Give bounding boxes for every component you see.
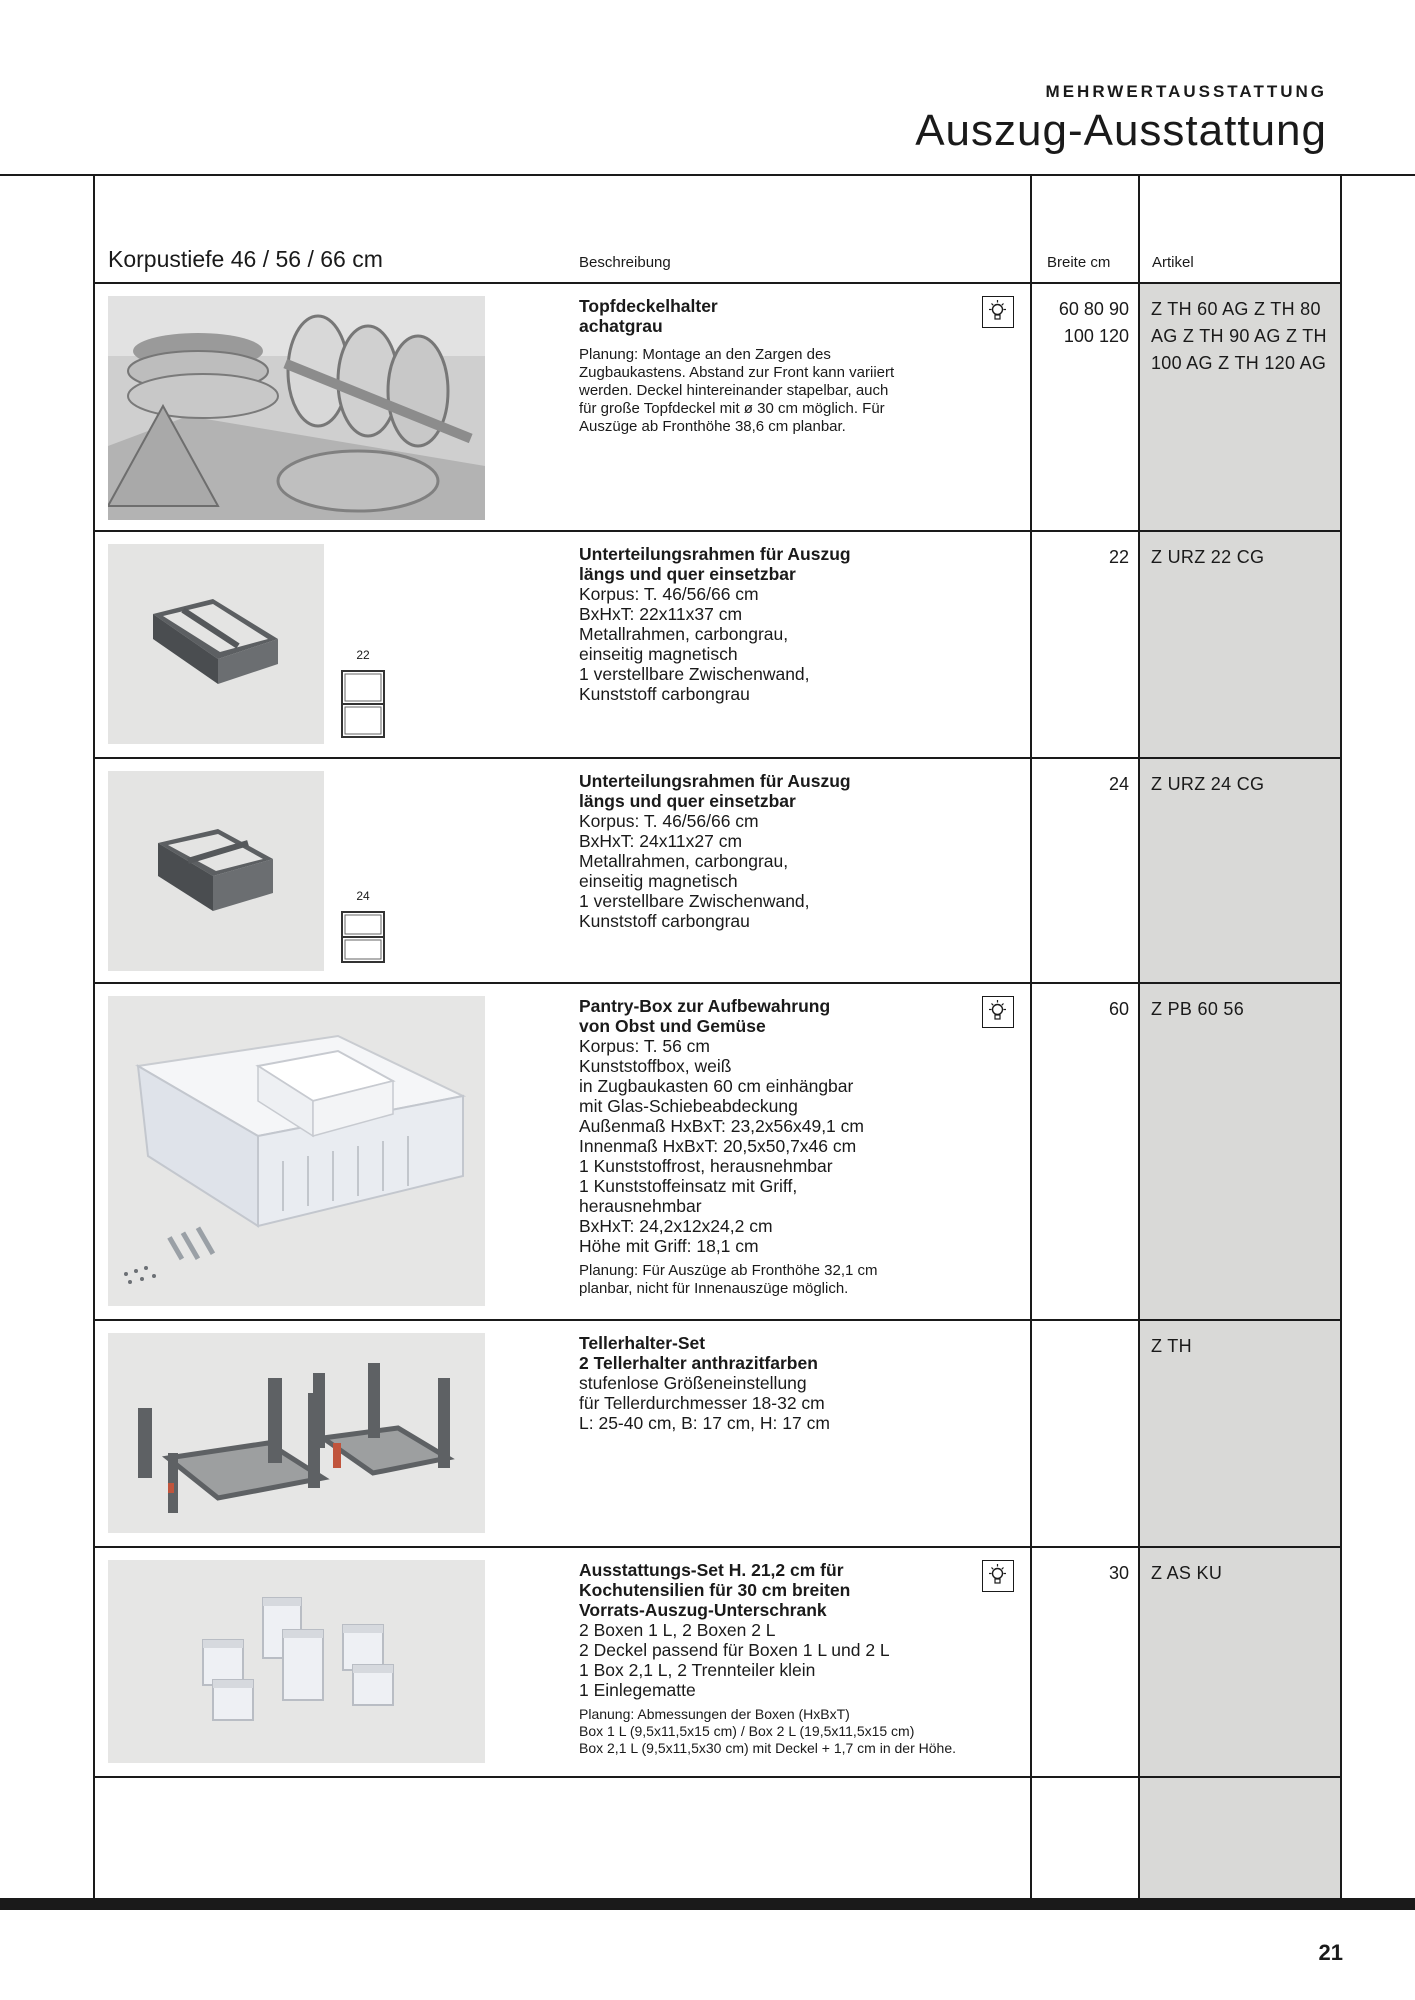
spec-line: BxHxT: 22x11x37 cm <box>579 604 743 624</box>
product-name: Unterteilungsrahmen für Auszug <box>579 771 851 791</box>
product-description <box>579 296 1039 436</box>
width-values <box>1039 544 1129 571</box>
article-number: Z TH 60 AG <box>1151 299 1249 319</box>
product-description <box>579 544 1039 704</box>
planning-note: Planung: Montage an den Zargen des <box>579 346 831 363</box>
sketch-label: 24 <box>356 889 370 903</box>
product-name: Tellerhalter-Set <box>579 1333 706 1353</box>
spec-line: einseitig magnetisch <box>579 644 738 664</box>
spec-line: Innenmaß HxBxT: 20,5x50,7x46 cm <box>579 1136 857 1156</box>
table-row <box>93 984 1342 1319</box>
product-name: achatgrau <box>579 316 663 336</box>
product-table <box>93 174 1342 1899</box>
page-number: 21 <box>1318 1940 1343 1965</box>
table-row <box>93 284 1342 530</box>
spec-line: Kunststoffbox, weiß <box>579 1056 732 1076</box>
spec-line: 2 Boxen 1 L, 2 Boxen 2 L <box>579 1620 776 1640</box>
sketch-label: 22 <box>356 648 370 662</box>
article-number: Z TH 120 AG <box>1218 353 1327 373</box>
width-value: 120 <box>1098 326 1129 346</box>
product-photo-divider-frame-24 <box>108 771 324 971</box>
planning-note: Planung: Für Auszüge ab Fronthöhe 32,1 cm <box>579 1262 878 1279</box>
article-number: Z TH <box>1151 1336 1192 1356</box>
spec-line: Korpus: T. 56 cm <box>579 1036 710 1056</box>
product-photo-accessory-set <box>108 1560 485 1763</box>
spec-line: Kunststoff carbongrau <box>579 684 750 704</box>
article-numbers <box>1151 1560 1222 1587</box>
planning-note: Zugbaukastens. Abstand zur Front kann variiert <box>579 364 895 381</box>
width-value: 30 <box>1108 1563 1129 1583</box>
planning-note: planbar, nicht für Innenauszüge möglich. <box>579 1280 849 1297</box>
planning-note: Box 2,1 L (9,5x11,5x30 cm) mit Deckel + 1,7 cm in der Höhe. <box>579 1740 957 1756</box>
article-number: Z AS KU <box>1151 1563 1223 1583</box>
table-row <box>93 1548 1342 1776</box>
spec-line: 1 verstellbare Zwischenwand, <box>579 891 810 911</box>
product-name: Pantry-Box zur Aufbewahrung <box>579 996 831 1016</box>
product-description <box>579 1560 1039 1757</box>
spec-line: 1 Kunststoffrost, herausnehmbar <box>579 1156 833 1176</box>
width-values <box>1039 296 1129 350</box>
article-header: Artikel <box>1152 254 1194 271</box>
spec-line: BxHxT: 24x11x27 cm <box>579 831 743 851</box>
page-title: Auszug-Ausstattung <box>915 106 1327 155</box>
footer-bar <box>0 1898 1415 1910</box>
product-description <box>579 996 1039 1298</box>
spec-line: 1 verstellbare Zwischenwand, <box>579 664 810 684</box>
dimension-sketch <box>341 889 385 968</box>
product-name: längs und quer einsetzbar <box>579 791 796 811</box>
product-photo-pantry-box <box>108 996 485 1306</box>
width-values <box>1039 1560 1129 1587</box>
spec-line: 1 Einlegematte <box>579 1680 696 1700</box>
article-number: Z TH 100 AG <box>1151 326 1327 373</box>
width-values <box>1039 996 1129 1023</box>
product-description <box>579 1333 1039 1433</box>
dimension-sketch <box>341 648 385 743</box>
product-name: Kochutensilien für 30 cm breiten <box>579 1580 851 1600</box>
width-value: 90 <box>1108 299 1129 319</box>
table-row <box>93 759 1342 982</box>
width-value: 60 <box>1058 299 1079 319</box>
spec-line: 2 Deckel passend für Boxen 1 L und 2 L <box>579 1640 890 1660</box>
spec-line: mit Glas-Schiebeabdeckung <box>579 1096 798 1116</box>
product-photo-lid-holder <box>108 296 485 520</box>
product-photo-plate-holder <box>108 1333 485 1533</box>
planning-note: für große Topfdeckel mit ø 30 cm möglich. Für <box>579 400 885 417</box>
spec-line: einseitig magnetisch <box>579 871 738 891</box>
product-name: von Obst und Gemüse <box>579 1016 766 1036</box>
spec-line: 1 Kunststoffeinsatz mit Griff, <box>579 1176 798 1196</box>
row-divider <box>93 1776 1342 1778</box>
width-values <box>1039 771 1129 798</box>
table-row <box>93 532 1342 757</box>
article-number: Z URZ 24 CG <box>1151 774 1265 794</box>
product-name: 2 Tellerhalter anthrazitfarben <box>579 1353 818 1373</box>
width-value: 100 <box>1063 326 1094 346</box>
article-number: Z PB 60 56 <box>1151 999 1245 1019</box>
article-numbers <box>1151 996 1244 1023</box>
section-kicker: MEHRWERTAUSSTATTUNG <box>1045 82 1327 101</box>
spec-line: L: 25-40 cm, B: 17 cm, H: 17 cm <box>579 1413 830 1433</box>
article-number: Z TH 90 AG <box>1182 326 1281 346</box>
spec-line: Außenmaß HxBxT: 23,2x56x49,1 cm <box>579 1116 864 1136</box>
spec-line: in Zugbaukasten 60 cm einhängbar <box>579 1076 854 1096</box>
spec-line: Korpus: T. 46/56/66 cm <box>579 811 759 831</box>
spec-line: Höhe mit Griff: 18,1 cm <box>579 1236 759 1256</box>
product-description <box>579 771 1039 931</box>
planning-note: Box 1 L (9,5x11,5x15 cm) / Box 2 L (19,5x11,5x15 cm) <box>579 1723 915 1739</box>
spec-line: Metallrahmen, carbongrau, <box>579 851 789 871</box>
spec-line: BxHxT: 24,2x12x24,2 cm <box>579 1216 773 1236</box>
spec-line: Kunststoff carbongrau <box>579 911 750 931</box>
width-header: Breite cm <box>1047 254 1111 271</box>
width-value: 22 <box>1108 547 1129 567</box>
drawer-sketch-icon <box>341 911 385 963</box>
product-name: Topfdeckelhalter <box>579 296 718 316</box>
spec-line: für Tellerdurchmesser 18-32 cm <box>579 1393 825 1413</box>
planning-note: Planung: Abmessungen der Boxen (HxBxT) <box>579 1706 850 1722</box>
article-numbers <box>1151 296 1342 377</box>
product-photo-divider-frame-22 <box>108 544 324 744</box>
table-row <box>93 1321 1342 1546</box>
article-numbers <box>1151 544 1264 571</box>
width-value: 60 <box>1108 999 1129 1019</box>
spec-line: Korpus: T. 46/56/66 cm <box>579 584 759 604</box>
spec-line: 1 Box 2,1 L, 2 Trennteiler klein <box>579 1660 816 1680</box>
article-number: Z URZ 22 CG <box>1151 547 1265 567</box>
description-header: Beschreibung <box>579 254 671 271</box>
width-value: 24 <box>1108 774 1129 794</box>
korpus-depth-header: Korpustiefe 46 / 56 / 66 cm <box>108 246 383 272</box>
spec-line: herausnehmbar <box>579 1196 702 1216</box>
spec-line: Metallrahmen, carbongrau, <box>579 624 789 644</box>
spec-line: stufenlose Größeneinstellung <box>579 1373 807 1393</box>
planning-note: werden. Deckel hintereinander stapelbar, auch <box>579 382 889 399</box>
product-name: Vorrats-Auszug-Unterschrank <box>579 1600 827 1620</box>
product-name: Unterteilungsrahmen für Auszug <box>579 544 851 564</box>
product-name: längs und quer einsetzbar <box>579 564 796 584</box>
article-numbers <box>1151 1333 1192 1360</box>
product-name: Ausstattungs-Set H. 21,2 cm für <box>579 1560 844 1580</box>
drawer-sketch-icon <box>341 670 385 738</box>
planning-note: Auszüge ab Fronthöhe 38,6 cm planbar. <box>579 418 846 435</box>
article-numbers <box>1151 771 1264 798</box>
width-value: 80 <box>1083 299 1104 319</box>
article-number: Z TH 80 AG <box>1151 299 1321 346</box>
